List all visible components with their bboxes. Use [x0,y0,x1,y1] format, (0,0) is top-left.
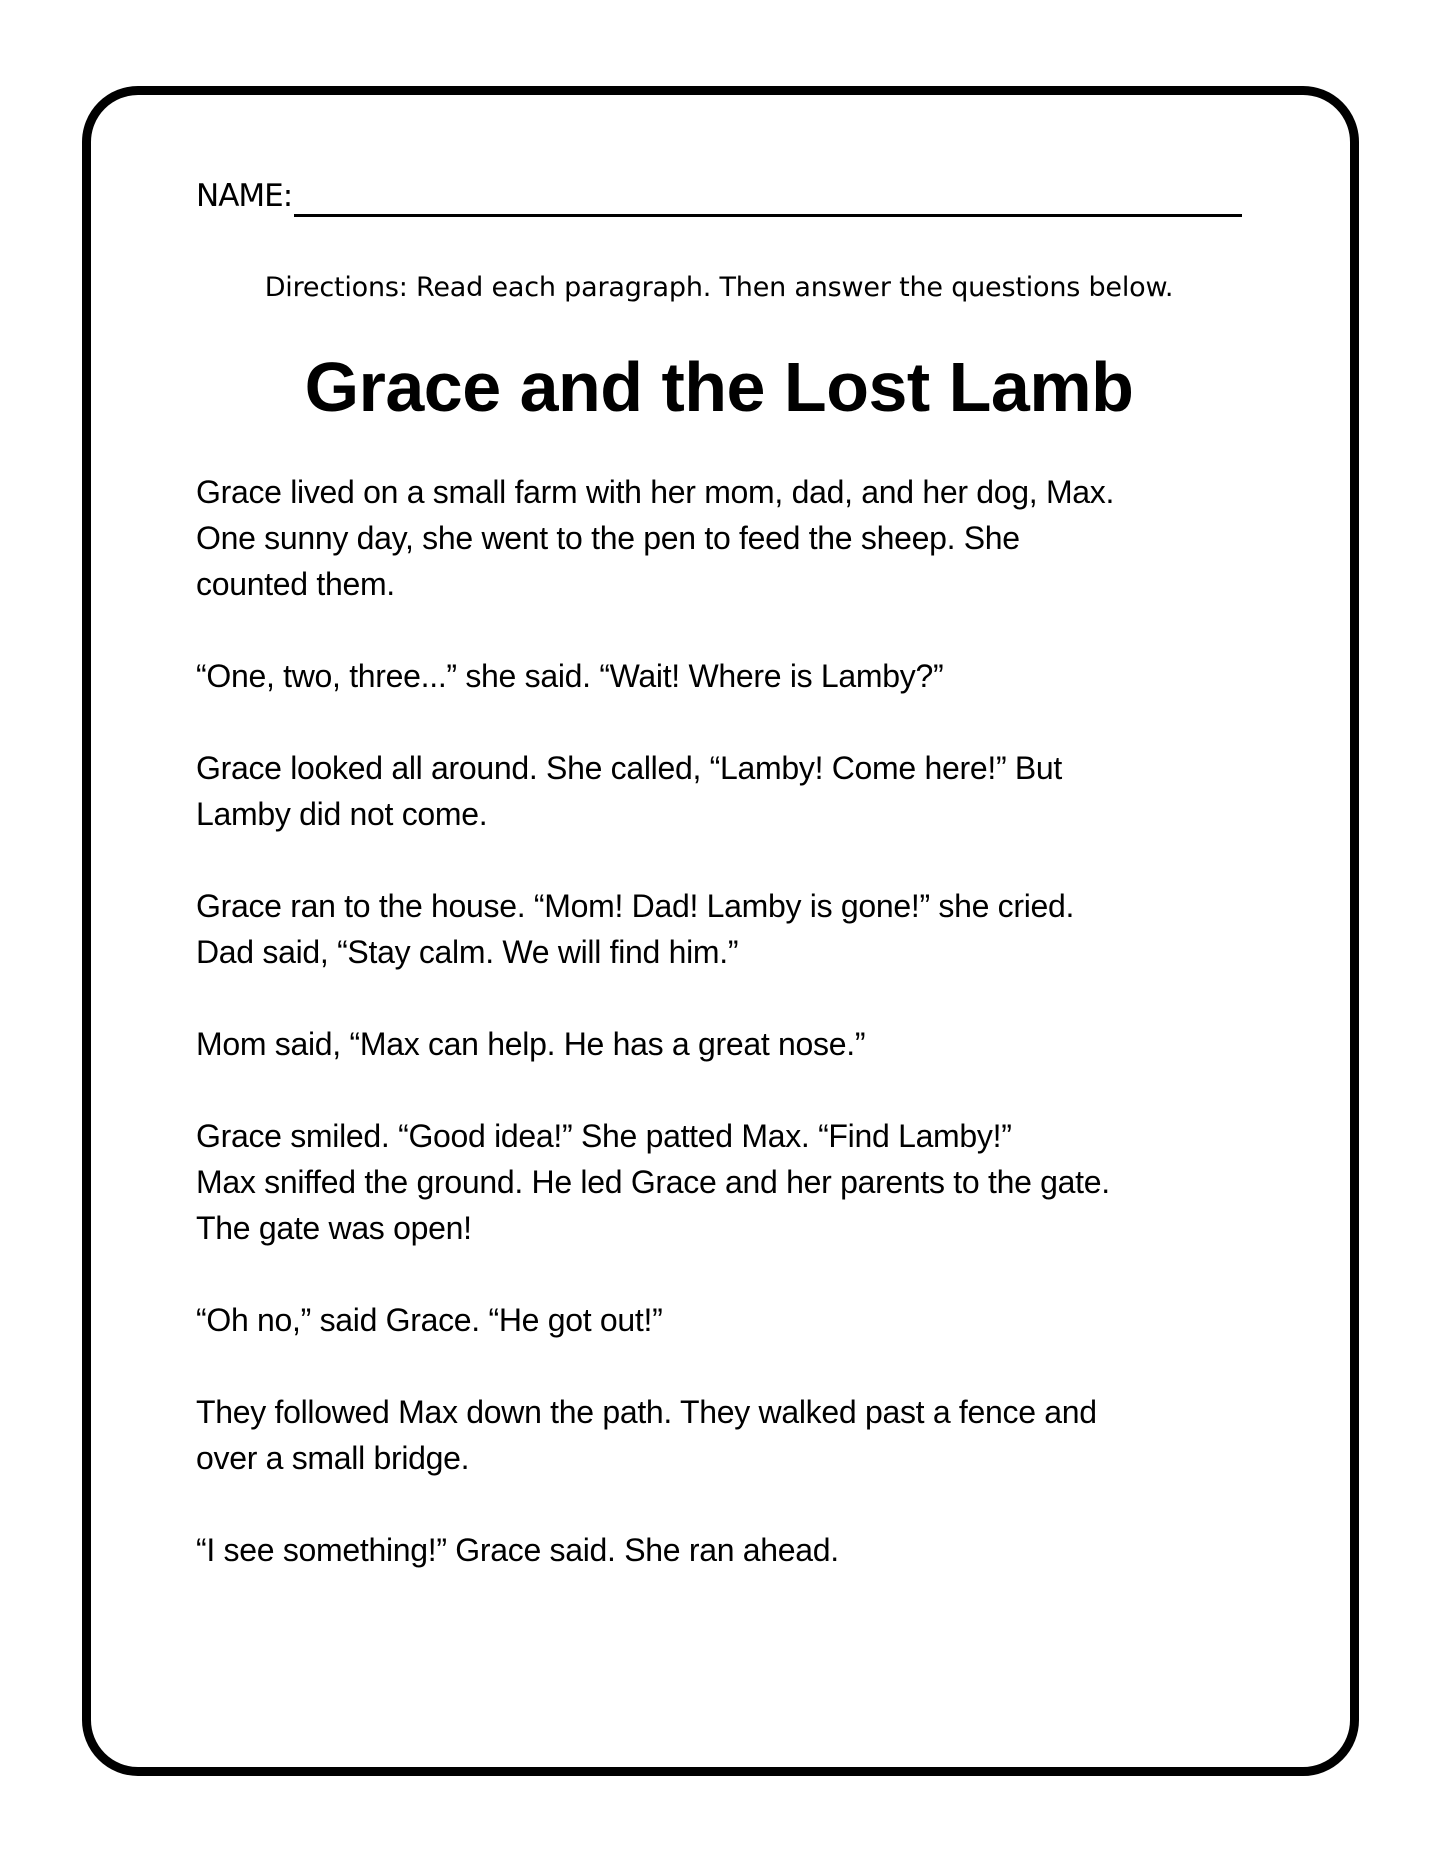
story-paragraph: Grace smiled. “Good idea!” She patted Max. “Find Lamby!” Max sniffed the ground. He led Grace and her parents to the gate. The gate was open! [196,1118,1110,1246]
story-paragraph: “One, two, three...” she said. “Wait! Where is Lamby?” [196,658,944,694]
story-paragraph: They followed Max down the path. They walked past a fence and over a small bridge. [196,1394,1097,1476]
name-field[interactable] [196,174,1242,220]
story-body [196,469,1256,1619]
name-label: NAME: [196,178,293,214]
story-paragraph: Grace lived on a small farm with her mom, dad, and her dog, Max. One sunny day, she went to the pen to feed the sheep. She counted them. [196,474,1115,602]
story-paragraph: Mom said, “Max can help. He has a great nose.” [196,1026,866,1062]
story-paragraph: Grace ran to the house. “Mom! Dad! Lamby is gone!” she cried. Dad said, “Stay calm. We will find him.” [196,888,1075,970]
name-writing-line[interactable] [294,214,1242,217]
story-title: Grace and the Lost Lamb [304,348,1134,426]
directions-text: Directions: Read each paragraph. Then answer the questions below. [264,272,1174,303]
story-paragraph: “Oh no,” said Grace. “He got out!” [196,1302,663,1338]
story-paragraph: “I see something!” Grace said. She ran ahead. [196,1532,839,1568]
story-paragraph: Grace looked all around. She called, “Lamby! Come here!” But Lamby did not come. [196,750,1063,832]
